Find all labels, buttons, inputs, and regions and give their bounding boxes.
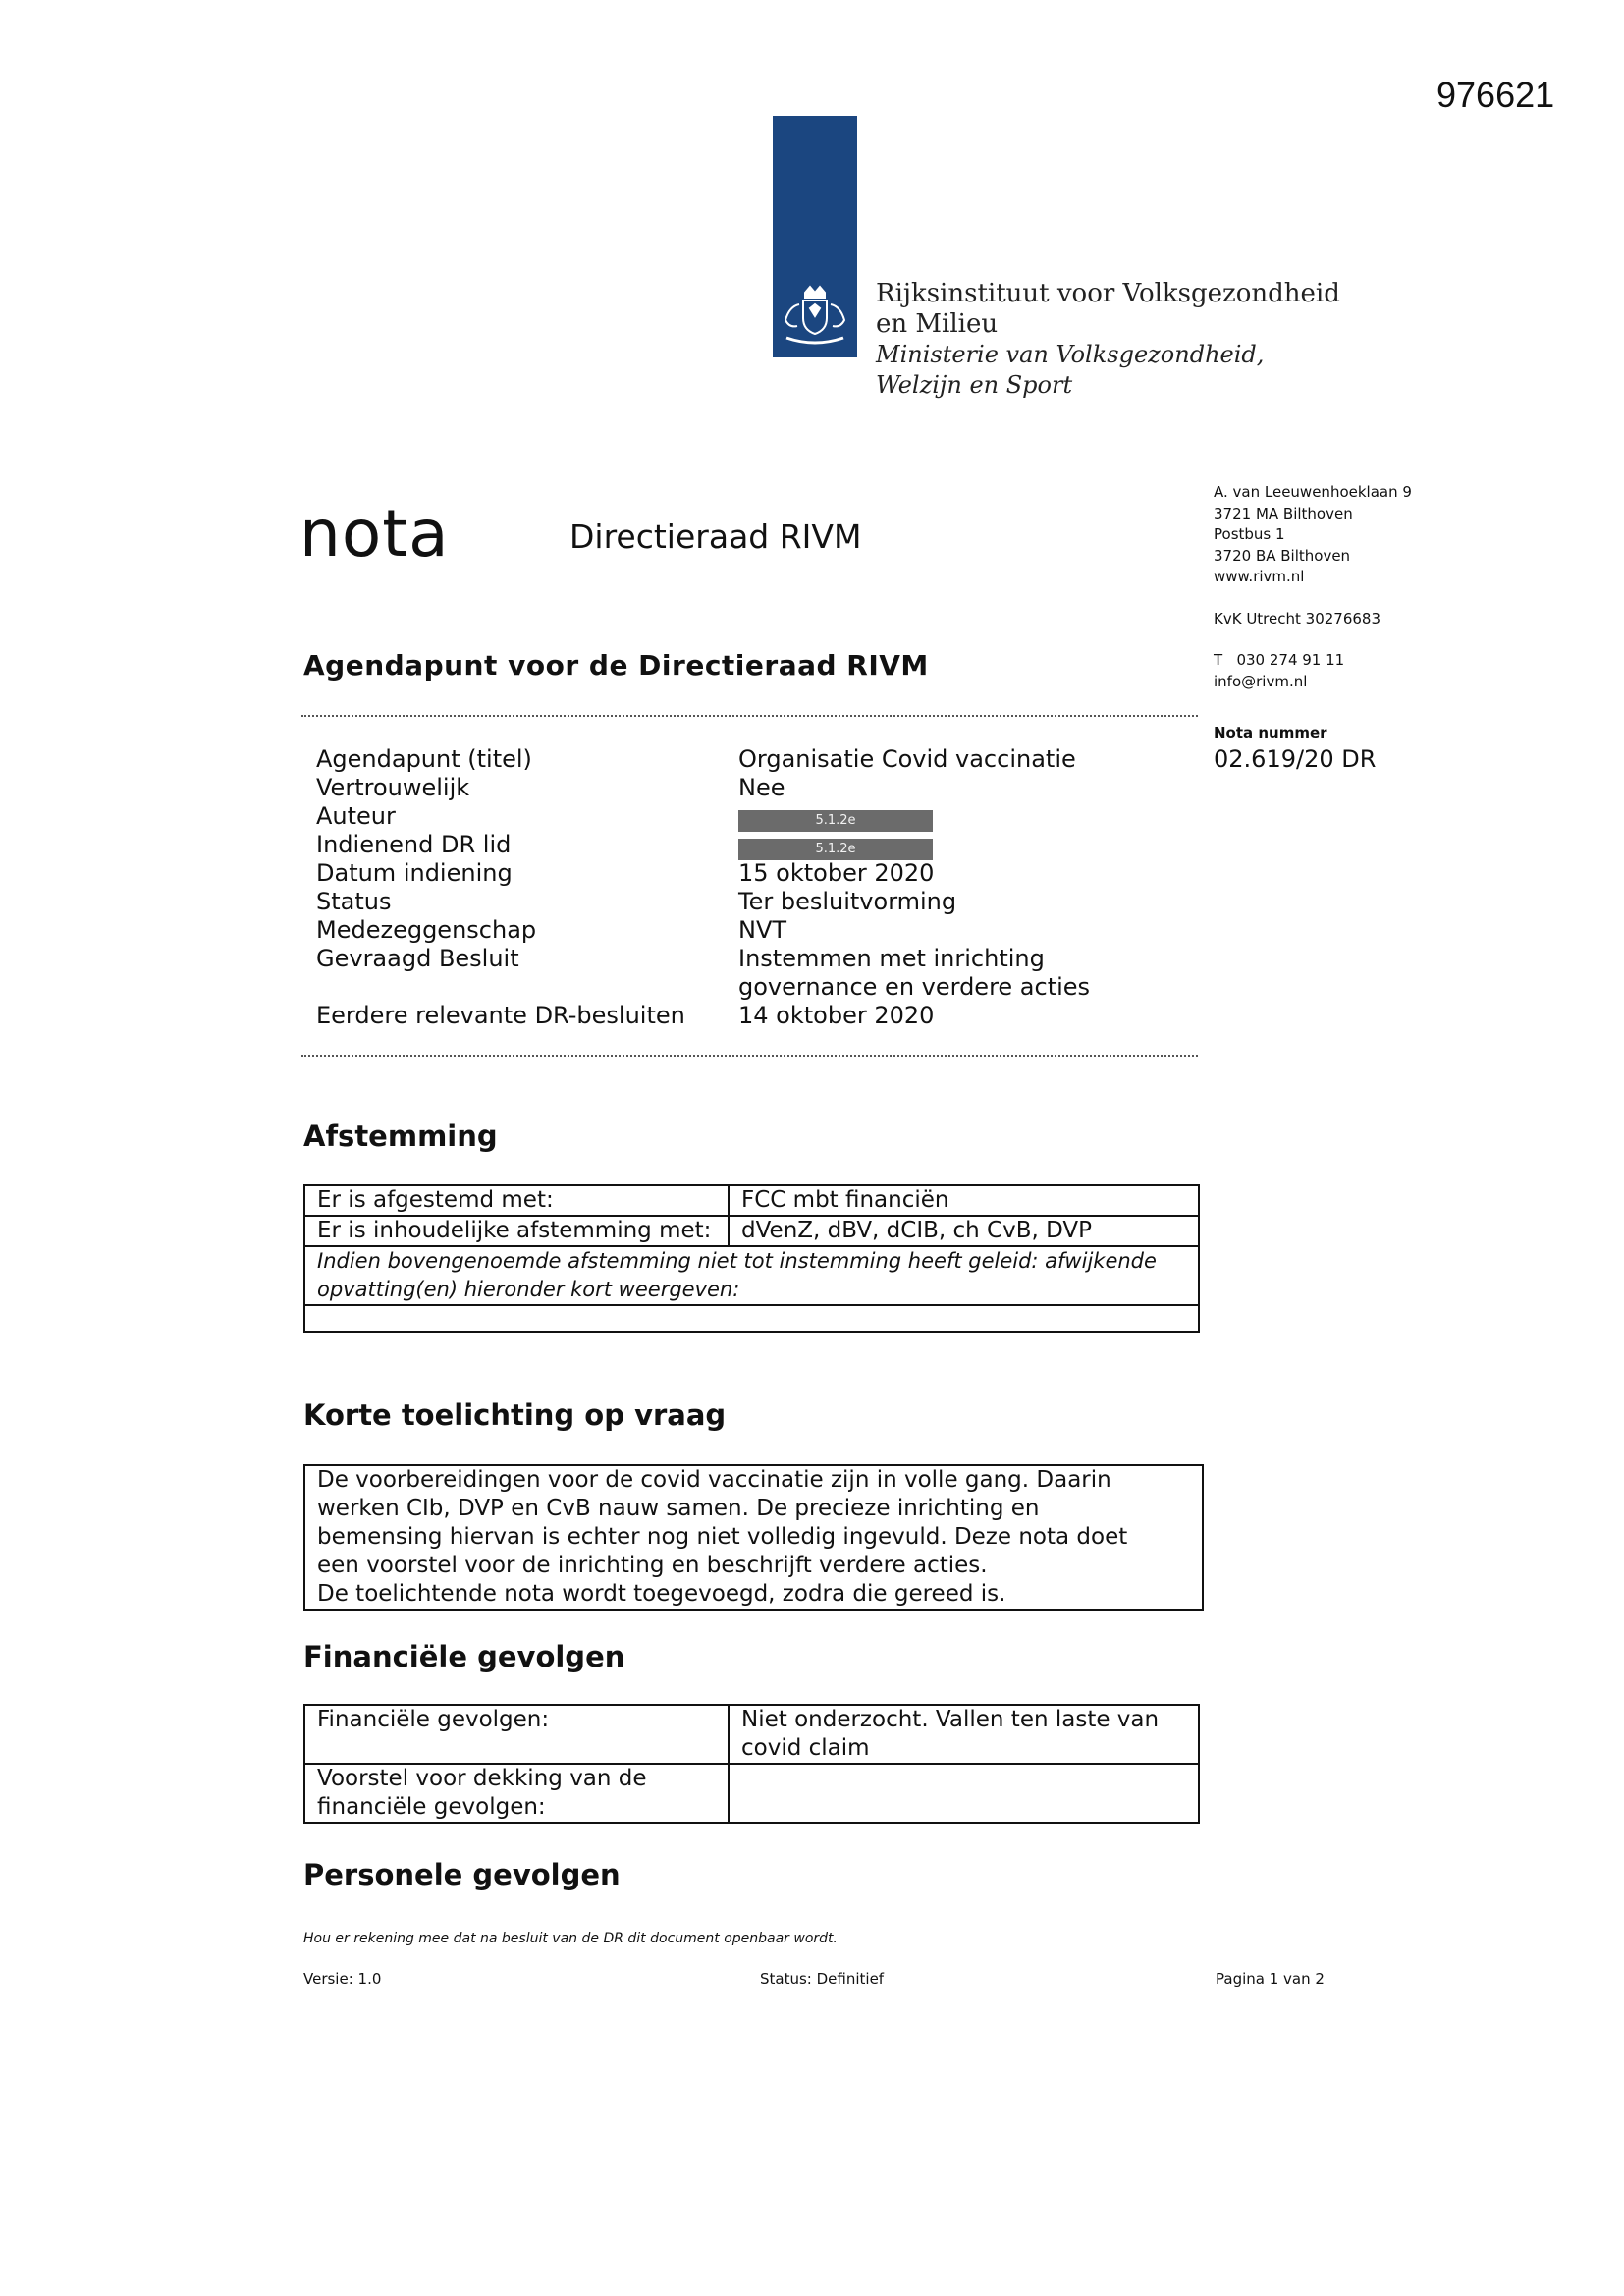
meta-row-datum <box>316 859 1200 888</box>
address-phone: T 030 274 91 11 <box>1214 651 1345 669</box>
toelichting-line: werken CIb, DVP en CvB nauw samen. De precieze inrichting en <box>317 1496 1040 1521</box>
organisation-name <box>876 279 1340 401</box>
meta-label: Eerdere relevante DR-besluiten <box>316 1002 685 1029</box>
footer-page: Pagina 1 van 2 <box>1216 1970 1325 1988</box>
footer-note: Hou er rekening mee dat na besluit van de DR dit document openbaar wordt. <box>303 1931 838 1946</box>
dutch-coat-of-arms-icon <box>773 281 857 350</box>
table-cell-label: Er is inhoudelijke afstemming met: <box>304 1216 729 1246</box>
meta-value: 15 oktober 2020 <box>738 859 935 887</box>
nota-number: 02.619/20 DR <box>1214 745 1377 773</box>
meta-row-indienend <box>316 831 1200 859</box>
board-name: Directieraad RIVM <box>569 518 862 556</box>
org-line-3: Ministerie van Volksgezondheid, <box>876 341 1265 368</box>
meta-value: 14 oktober 2020 <box>738 1002 935 1029</box>
meta-value: governance en verdere acties <box>738 973 1091 1001</box>
table-cell-note: Indien bovengenoemde afstemming niet tot instemming heeft geleid: afwijkende opvatting(en) hieronder kort weergeven: <box>304 1246 1199 1305</box>
table-row <box>304 1705 1199 1764</box>
toelichting-line: een voorstel voor de inrichting en beschrijft verdere acties. <box>317 1553 988 1578</box>
meta-label: Datum indiening <box>316 859 513 887</box>
footer-status: Status: Definitief <box>760 1970 885 1988</box>
org-line-1: Rijksinstituut voor Volksgezondheid <box>876 279 1340 308</box>
toelichting-line: De voorbereidingen voor de covid vaccinatie zijn in volle gang. Daarin <box>317 1467 1111 1493</box>
meta-label: Gevraagd Besluit <box>316 945 519 972</box>
address-kvk: KvK Utrecht 30276683 <box>1214 609 1380 628</box>
table-cell-empty <box>729 1764 1199 1823</box>
org-line-4: Welzijn en Sport <box>876 371 1073 399</box>
meta-label: Auteur <box>316 802 396 830</box>
address-email[interactable]: info@rivm.nl <box>1214 672 1308 690</box>
divider-bottom <box>301 1055 1198 1057</box>
toelichting-line: bemensing hiervan is echter nog niet volledig ingevuld. Deze nota doet <box>317 1524 1128 1550</box>
afstemming-table <box>303 1184 1200 1333</box>
meta-row-auteur <box>316 802 1200 831</box>
table-row <box>304 1246 1199 1305</box>
table-cell-empty <box>304 1305 1199 1332</box>
financieel-table <box>303 1704 1200 1824</box>
meta-label: Medezeggenschap <box>316 916 537 944</box>
meta-value: Ter besluitvorming <box>738 888 957 915</box>
page-title: Agendapunt voor de Directieraad RIVM <box>303 649 929 682</box>
address-po-postal: 3720 BA Bilthoven <box>1214 546 1351 565</box>
meta-label: Indienend DR lid <box>316 831 512 858</box>
meta-value: Organisatie Covid vaccinatie <box>738 745 1076 773</box>
document-number: 976621 <box>1436 75 1555 115</box>
meta-row-eerdere <box>316 1002 1200 1030</box>
address-web[interactable]: www.rivm.nl <box>1214 568 1305 585</box>
toelichting-box <box>303 1464 1204 1611</box>
section-heading-financieel: Financiële gevolgen <box>303 1640 625 1673</box>
address-po-box: Postbus 1 <box>1214 525 1285 543</box>
table-cell-label: Voorstel voor dekking van de financiële gevolgen: <box>304 1764 729 1823</box>
address-block <box>1214 482 1412 692</box>
table-cell-label: Er is afgestemd met: <box>304 1185 729 1216</box>
meta-value: NVT <box>738 916 787 944</box>
org-line-2: en Milieu <box>876 309 999 339</box>
footer-version: Versie: 1.0 <box>303 1970 382 1988</box>
table-row <box>304 1305 1199 1332</box>
logo-bar <box>773 116 857 357</box>
meta-label: Agendapunt (titel) <box>316 745 532 773</box>
section-heading-afstemming: Afstemming <box>303 1120 498 1153</box>
table-row <box>304 1185 1199 1216</box>
divider-top <box>301 715 1198 717</box>
meta-row-agendapunt <box>316 745 1200 774</box>
meta-row-besluit-cont <box>316 973 1200 1002</box>
nota-number-label: Nota nummer <box>1214 724 1327 741</box>
meta-row-status <box>316 888 1200 916</box>
meta-row-vertrouwelijk <box>316 774 1200 802</box>
meta-value: Nee <box>738 774 785 801</box>
section-heading-toelichting: Korte toelichting op vraag <box>303 1398 727 1432</box>
address-postal: 3721 MA Bilthoven <box>1214 504 1353 522</box>
table-cell-label: Financiële gevolgen: <box>304 1705 729 1764</box>
redaction-box: 5.1.2e <box>738 810 933 832</box>
table-row <box>304 1216 1199 1246</box>
table-cell-value: Niet onderzocht. Vallen ten laste van covid claim <box>729 1705 1199 1764</box>
meta-row-medezeggenschap <box>316 916 1200 945</box>
meta-value: Instemmen met inrichting <box>738 945 1045 972</box>
table-cell-value: FCC mbt financiën <box>729 1185 1199 1216</box>
meta-label: Vertrouwelijk <box>316 774 470 801</box>
doc-type: nota <box>299 496 450 572</box>
table-cell-value: dVenZ, dBV, dCIB, ch CvB, DVP <box>729 1216 1199 1246</box>
table-row <box>304 1764 1199 1823</box>
toelichting-line: De toelichtende nota wordt toegevoegd, zodra die gereed is. <box>317 1581 1006 1607</box>
address-street: A. van Leeuwenhoeklaan 9 <box>1214 483 1412 501</box>
redaction-box: 5.1.2e <box>738 839 933 860</box>
meta-row-besluit <box>316 945 1200 973</box>
meta-label: Status <box>316 888 392 915</box>
section-heading-personeel: Personele gevolgen <box>303 1858 621 1891</box>
